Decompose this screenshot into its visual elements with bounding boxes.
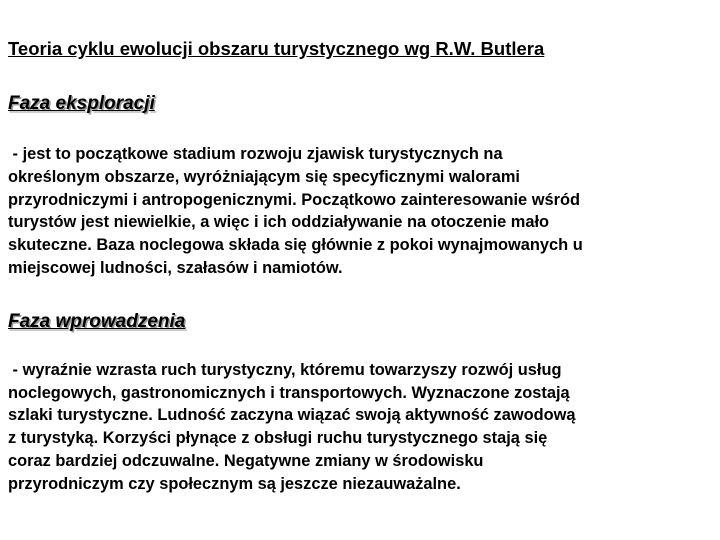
- slide-title: Teoria cyklu ewolucji obszaru turystycznego wg R.W. Butlera: [8, 38, 545, 59]
- paragraph-line: coraz bardziej odczuwalne. Negatywne zmiany w środowisku: [8, 451, 484, 470]
- paragraph-faza-eksploracji: [8, 143, 714, 280]
- paragraph-line: turystów jest niewielkie, a więc i ich oddziaływanie na otoczenie mało: [8, 213, 550, 232]
- paragraph-line: przyrodniczym czy społecznym są jeszcze niezauważalne.: [8, 474, 461, 493]
- paragraph-line: przyrodniczymi i antropogenicznymi. Początkowo zainteresowanie wśród: [8, 190, 580, 209]
- paragraph-line: z turystyką. Korzyści płynące z obsługi ruchu turystycznego stają się: [8, 429, 548, 448]
- paragraph-line: - jest to początkowe stadium rozwoju zjawisk turystycznych na: [8, 145, 503, 163]
- paragraph-line: - wyraźnie wzrasta ruch turystyczny, któremu towarzyszy rozwój usług: [8, 360, 562, 379]
- paragraph-line: określonym obszarze, wyróżniającym się specyficznymi walorami: [8, 167, 520, 186]
- slide-content: [8, 36, 714, 496]
- paragraph-line: miejscowej ludności, szałasów i namiotów.: [8, 258, 343, 277]
- paragraph-faza-wprowadzenia: [8, 359, 714, 496]
- heading-faza-wprowadzenia: Faza wprowadzenia: [8, 310, 186, 332]
- paragraph-line: noclegowych, gastronomicznych i transportowych. Wyznaczone zostają: [8, 383, 570, 402]
- paragraph-line: skuteczne. Baza noclegowa składa się głównie z pokoi wynajmowanych u: [8, 236, 583, 255]
- heading-faza-eksploracji: Faza eksploracji: [8, 93, 155, 114]
- paragraph-line: szlaki turystyczne. Ludność zaczyna wiązać swoją aktywność zawodową: [8, 406, 576, 425]
